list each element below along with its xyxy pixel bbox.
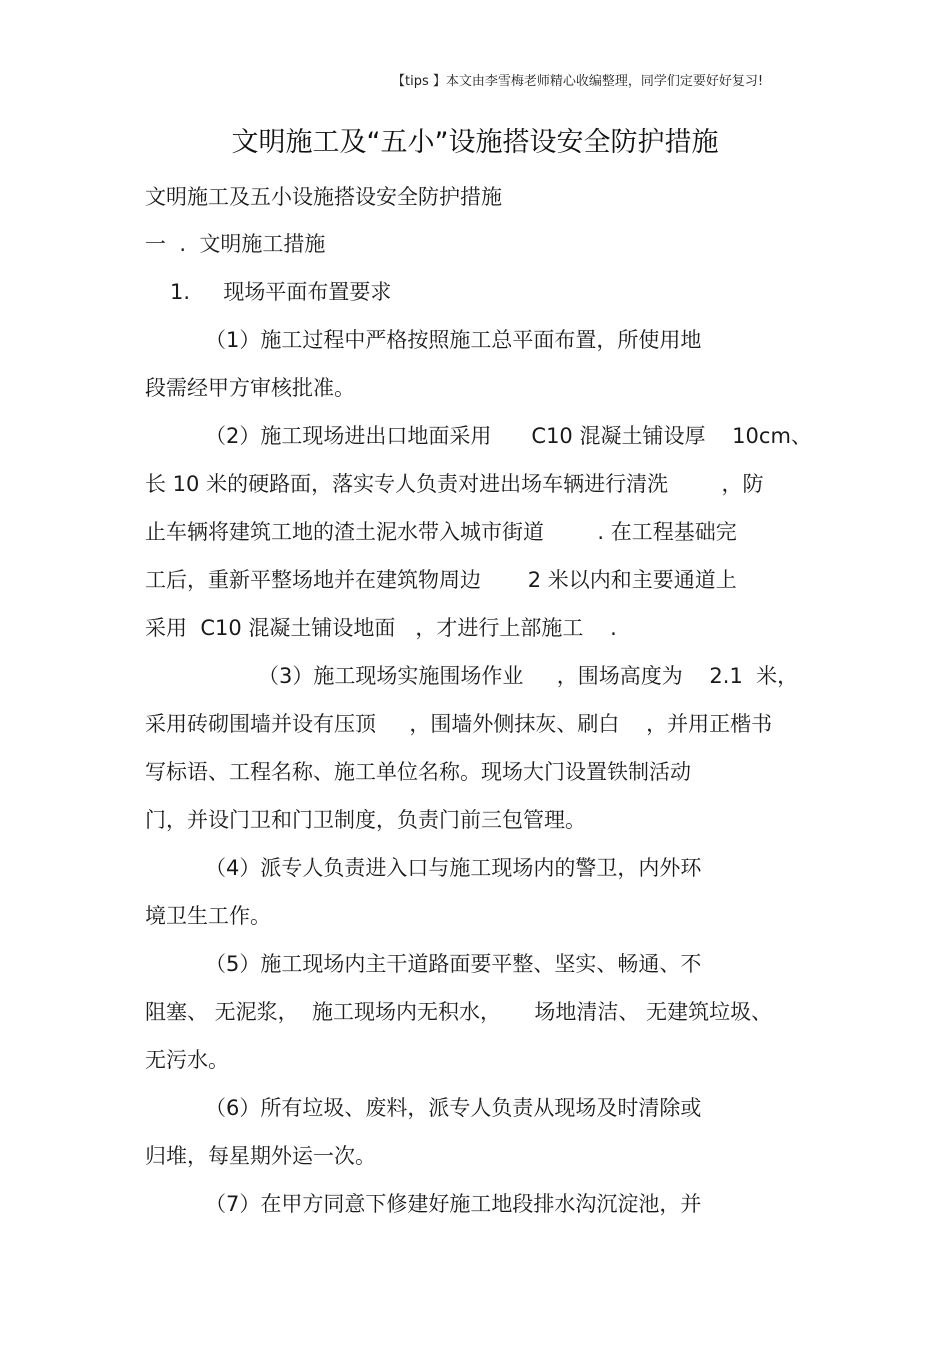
paragraph-line: （1）施工过程中严格按照施工总平面布置，所使用地 <box>205 328 702 352</box>
subsection-heading: 1. 现场平面布置要求 <box>170 280 392 304</box>
paragraph-line: （6）所有垃圾、废料，派专人负责从现场及时清除或 <box>205 1096 702 1120</box>
paragraph-line: 止车辆将建筑工地的渣土泥水带入城市街道 . 在工程基础完 <box>145 520 737 544</box>
paragraph-line: 采用 C10 混凝土铺设地面 ，才进行上部施工 . <box>145 616 617 640</box>
section-heading: 一 . 文明施工措施 <box>145 232 326 256</box>
subtitle-line: 文明施工及五小设施搭设安全防护措施 <box>145 185 502 209</box>
paragraph-line: （7）在甲方同意下修建好施工地段排水沟沉淀池，并 <box>205 1192 702 1216</box>
header-tip: 【tips 】本文由李雪梅老师精心收编整理，同学们定要好好复习! <box>392 74 764 89</box>
paragraph-line: 阻塞、 无泥浆， 施工现场内无积水， 场地清洁、 无建筑垃圾、 <box>145 1000 773 1024</box>
paragraph-line: 门，并设门卫和门卫制度，负责门前三包管理。 <box>145 808 586 832</box>
paragraph-line: 长 10 米的硬路面，落实专人负责对进出场车辆进行清洗 ，防 <box>145 472 764 496</box>
paragraph-line: 无污水。 <box>145 1048 229 1072</box>
paragraph-line: （4）派专人负责进入口与施工现场内的警卫，内外环 <box>205 856 702 880</box>
paragraph-line: 采用砖砌围墙并设有压顶 ，围墙外侧抹灰、刷白 ，并用正楷书 <box>145 712 773 736</box>
paragraph-line: 写标语、工程名称、施工单位名称。现场大门设置铁制活动 <box>145 760 691 784</box>
document-title: 文明施工及“五小”设施搭设安全防护措施 <box>231 127 719 158</box>
paragraph-line: 境卫生工作。 <box>145 904 271 928</box>
paragraph-line: 工后，重新平整场地并在建筑物周边 2 米以内和主要通道上 <box>145 568 737 592</box>
paragraph-line: 归堆，每星期外运一次。 <box>145 1144 376 1168</box>
paragraph-line: 段需经甲方审核批准。 <box>145 376 355 400</box>
paragraph-line: （2）施工现场进出口地面采用 C10 混凝土铺设厚 10cm、 <box>205 424 812 448</box>
paragraph-line: （3）施工现场实施围场作业 ，围场高度为 2.1 米， <box>258 664 799 688</box>
paragraph-line: （5）施工现场内主干道路面要平整、坚实、畅通、不 <box>205 952 702 976</box>
